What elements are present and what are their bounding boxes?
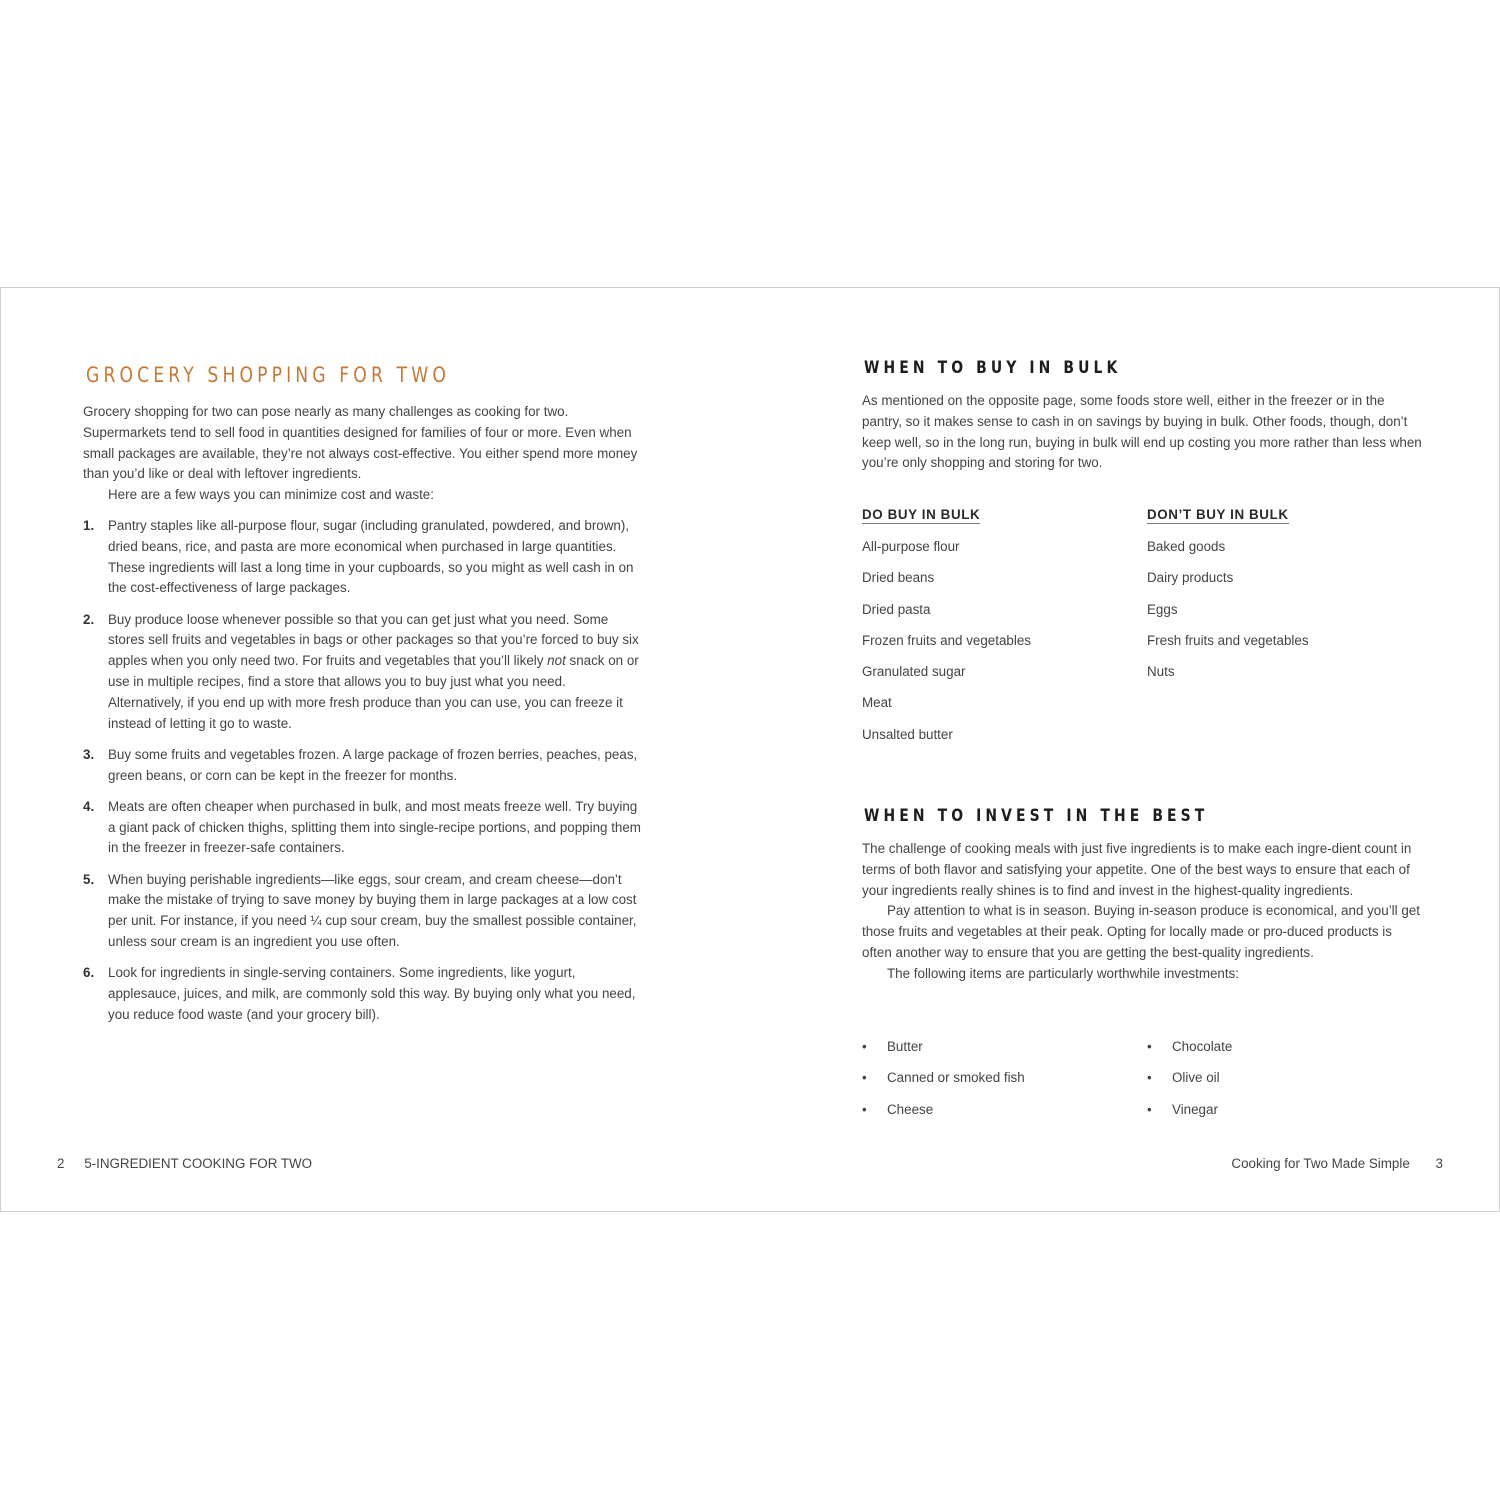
list-item-text: Olive oil [1172,1070,1220,1086]
right-footer [1231,1156,1443,1171]
bulk-intro-text: As mentioned on the opposite page, some foods store well, either in the freezer or in the pantry, so it makes sense to cash in on savings by buying in bulk. Other foods, though, don’t keep well, so in the long run, buying in bulk will end up costing you more rather than less when you’re only shopping and storing for two. [862,393,1422,471]
item-text-emphasis: not [547,653,566,669]
dont-buy-list [1147,537,1309,693]
list-item [83,745,643,787]
bullet: • [862,1039,867,1054]
item-number: 6. [83,965,95,981]
intro-text [83,402,643,506]
section-title-buy-in-bulk: WHEN TO BUY IN BULK [864,358,1122,378]
item-text: Look for ingredients in single-serving containers. Some ingredients, like yogurt, applesauce, juices, and milk, are commonly sold this way. By buying only what you need, you reduce food waste (and your grocery bill). [108,965,636,1022]
list-item: Granulated sugar [862,664,966,680]
item-text: Meats are often cheaper when purchased in bulk, and most meats freeze well. Try buying a giant pack of chicken thighs, splitting them into single-recipe portions, and popping them in the freezer in freezer-safe containers. [108,798,641,856]
list-item: Dried pasta [862,601,931,617]
list-item [83,797,643,859]
running-title: 5-INGREDIENT COOKING FOR TWO [84,1156,313,1171]
list-item: Fresh fruits and vegetables [1147,632,1309,648]
invest-paragraph-3: The following items are particularly worthwhile investments: [887,965,1240,981]
item-number: 1. [83,518,95,533]
list-item: Unsalted butter [862,726,953,742]
invest-text [862,839,1422,985]
list-item: Eggs [1147,601,1178,617]
do-buy-heading: DO BUY IN BULK [862,507,981,522]
list-item-text: Cheese [887,1101,934,1117]
item-text [108,612,639,731]
item-text-part: Buy produce loose whenever possible so that you can get just what you need. Some stores sell fruits and vegetables in bags or other packages so that you’re forced to buy six apples when you only need two. For fruits and vegetables that you’ll likely [108,611,639,669]
list-item: Nuts [1147,664,1175,680]
list-item [862,1100,1025,1131]
list-item [83,963,643,1025]
list-item [862,1068,1025,1099]
list-item: Dairy products [1147,570,1234,586]
list-item [862,1037,1025,1068]
intro-paragraph-2: Here are a few ways you can minimize cost and waste: [108,487,434,503]
list-item [1147,1100,1232,1131]
list-item-text: Butter [887,1039,923,1054]
item-number: 5. [83,871,95,887]
bullet: • [1147,1039,1152,1054]
page-number: 2 [57,1156,65,1171]
item-number: 4. [83,798,95,814]
invest-paragraph-1: The challenge of cooking meals with just five ingredients is to make each ingre-dient count in terms of both flavor and satisfying your appetite. One of the best ways to ensure that each of your ingredients really shines is to find and invest in the highest-quality ingredients. [862,841,1412,898]
invest-list-right [1147,1037,1232,1131]
item-text: Buy some fruits and vegetables frozen. A large package of frozen berries, peaches, peas, green beans, or corn can be kept in the freezer for months. [108,746,638,783]
page-number: 3 [1435,1156,1443,1171]
list-item-text: Chocolate [1172,1039,1233,1054]
do-buy-list [862,537,1031,756]
list-item: Frozen fruits and vegetables [862,632,1031,648]
list-item [1147,1037,1232,1068]
tips-list [83,516,643,1036]
bullet: • [1147,1070,1152,1086]
list-item [83,610,643,735]
list-item [83,870,643,953]
bullet: • [1147,1101,1152,1117]
item-number: 2. [83,611,95,627]
item-text: Pantry staples like all-purpose flour, sugar (including granulated, powdered, and brown), dried beans, rice, and pasta are more economical when purchased in large quantities. These ingredients will last a long time in your cupboards, so you might as well cash in on the cost-effectiveness of large packages. [108,518,634,596]
running-title: Cooking for Two Made Simple [1231,1156,1410,1171]
bullet: • [862,1101,867,1117]
invest-paragraph-2: Pay attention to what is in season. Buying in-season produce is economical, and you’ll get those fruits and vegetables at their peak. Opting for locally made or pro-duced products is often another way to ensure that you are getting the best-quality ingredients. [862,903,1420,960]
dont-buy-heading: DON’T BUY IN BULK [1147,507,1289,522]
item-number: 3. [83,746,95,762]
item-text: When buying perishable ingredients—like eggs, sour cream, and cream cheese—don’t make the mistake of trying to save money by buying them in large packages at a low cost per unit. For instance, if you need ¼ cup sour cream, buy the smallest possible container, unless sour cream is an ingredient you use often. [108,871,637,949]
page-title-grocery-shopping: GROCERY SHOPPING FOR TWO [86,363,451,387]
list-item: Dried beans [862,570,935,586]
list-item: Meat [862,695,892,711]
list-item [83,516,643,599]
list-item-text: Canned or smoked fish [887,1070,1025,1086]
bullet: • [862,1070,867,1086]
item-text-part: snack on or use in multiple recipes, find a store that allows you to buy just what you need. Alternatively, if you end up with more fresh produce than you can use, you can freeze it instead of letting it go to waste. [108,653,639,731]
list-item: Baked goods [1147,539,1226,554]
section-title-invest-in-best: WHEN TO INVEST IN THE BEST [864,806,1209,826]
intro-paragraph: Grocery shopping for two can pose nearly as many challenges as cooking for two. Supermarkets tend to sell food in quantities designed for families of four or more. Even when small packages are available, they’re not always cost-effective. You either spend more money than you’d like or deal with leftover ingredients. [83,404,638,482]
left-footer [57,1156,312,1171]
list-item: All-purpose flour [862,539,960,554]
invest-list-left [862,1037,1025,1131]
list-item-text: Vinegar [1172,1101,1218,1117]
list-item [1147,1068,1232,1099]
